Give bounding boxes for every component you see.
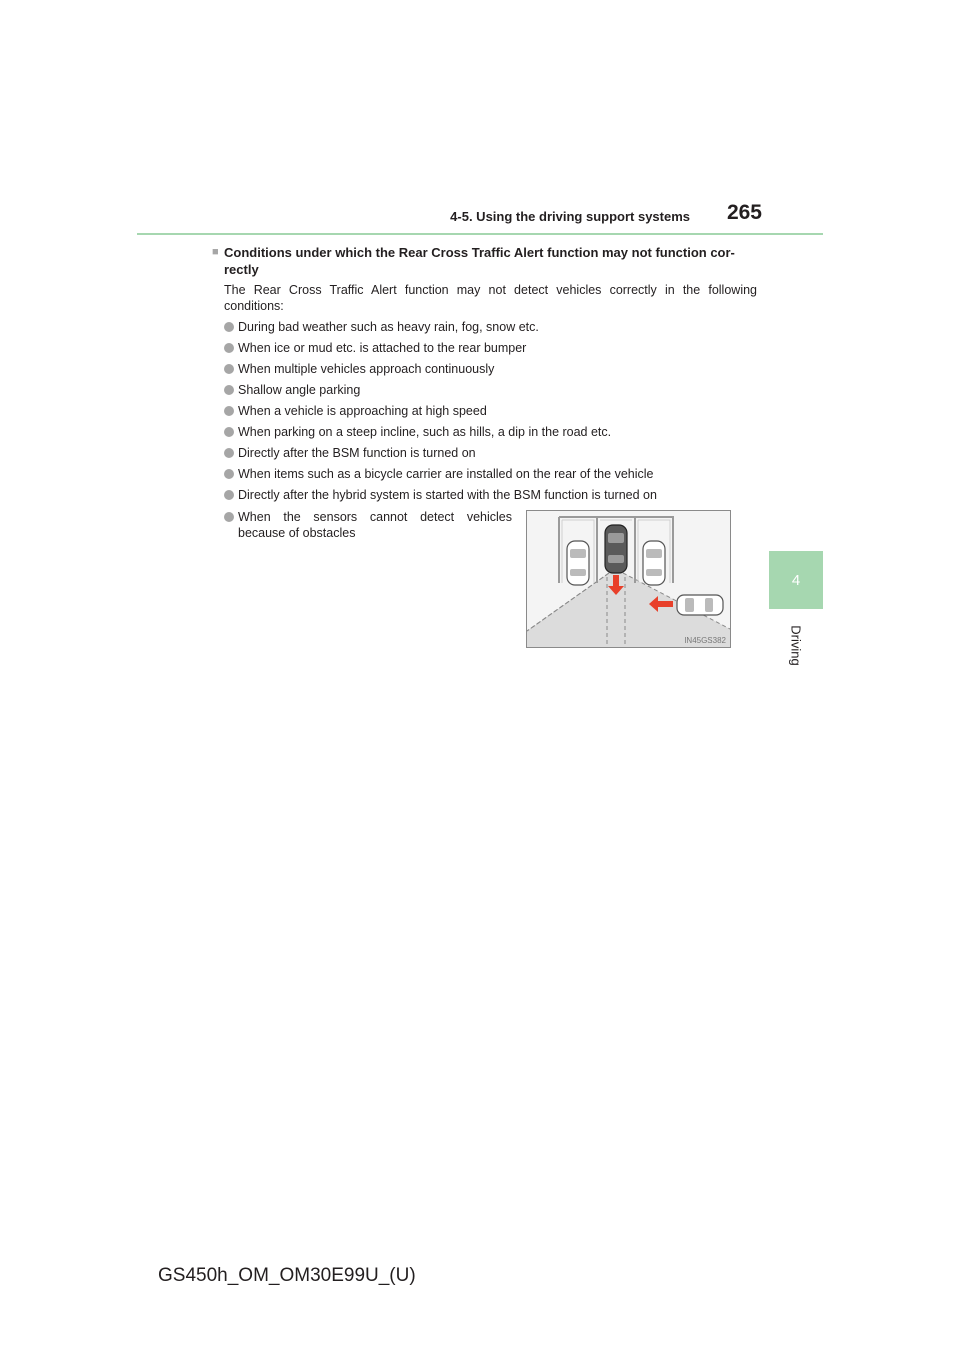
own-vehicle-icon — [605, 525, 627, 573]
circle-bullet-icon — [224, 406, 234, 416]
list-item: Shallow angle parking — [224, 382, 757, 398]
list-item-text: When the sensors cannot detect vehicles because of obstacles — [238, 510, 512, 540]
parked-car-left-icon — [567, 541, 589, 585]
approaching-vehicle-icon — [677, 595, 723, 615]
square-bullet-icon: ■ — [212, 246, 219, 258]
circle-bullet-icon — [224, 322, 234, 332]
section-heading-text: Conditions under which the Rear Cross Traffic Alert function may not function cor-rectly — [224, 245, 735, 277]
document-id: GS450h_OM_OM30E99U_(U) — [158, 1265, 416, 1286]
circle-bullet-icon — [224, 364, 234, 374]
circle-bullet-icon — [224, 469, 234, 479]
chapter-label — [761, 620, 831, 670]
circle-bullet-icon — [224, 343, 234, 353]
intro-paragraph: The Rear Cross Traffic Alert function may not detect vehicles correctly in the following conditions: — [224, 283, 757, 313]
chapter-label-text: Driving — [788, 624, 804, 666]
list-item: When multiple vehicles approach continuously — [224, 361, 757, 377]
circle-bullet-icon — [224, 448, 234, 458]
list-item: When ice or mud etc. is attached to the rear bumper — [224, 340, 757, 356]
condition-list — [224, 319, 757, 503]
list-item: When items such as a bicycle carrier are installed on the rear of the vehicle — [224, 466, 757, 482]
chapter-number: 4 — [791, 571, 801, 589]
list-item: When a vehicle is approaching at high speed — [224, 403, 757, 419]
list-item: During bad weather such as heavy rain, fog, snow etc. — [224, 319, 757, 335]
circle-bullet-icon — [224, 385, 234, 395]
list-item: When parking on a steep incline, such as hills, a dip in the road etc. — [224, 424, 757, 440]
running-header-title: 4-5. Using the driving support systems — [450, 209, 690, 224]
page-number: 265 — [726, 201, 762, 224]
list-item: Directly after the hybrid system is started with the BSM function is turned on — [224, 487, 757, 503]
list-item: Directly after the BSM function is turned on — [224, 445, 757, 461]
circle-bullet-icon — [224, 427, 234, 437]
list-item-obstacles — [224, 509, 524, 541]
circle-bullet-icon — [224, 512, 234, 522]
figure-code: IN45GS382 — [684, 636, 726, 645]
chapter-tab[interactable] — [769, 551, 823, 609]
section-heading — [212, 244, 757, 278]
header-divider — [137, 233, 823, 235]
parking-diagram-svg — [527, 511, 730, 647]
circle-bullet-icon — [224, 490, 234, 500]
main-content — [212, 244, 757, 508]
parking-lot-illustration — [526, 510, 731, 648]
parked-car-right-icon — [643, 541, 665, 585]
